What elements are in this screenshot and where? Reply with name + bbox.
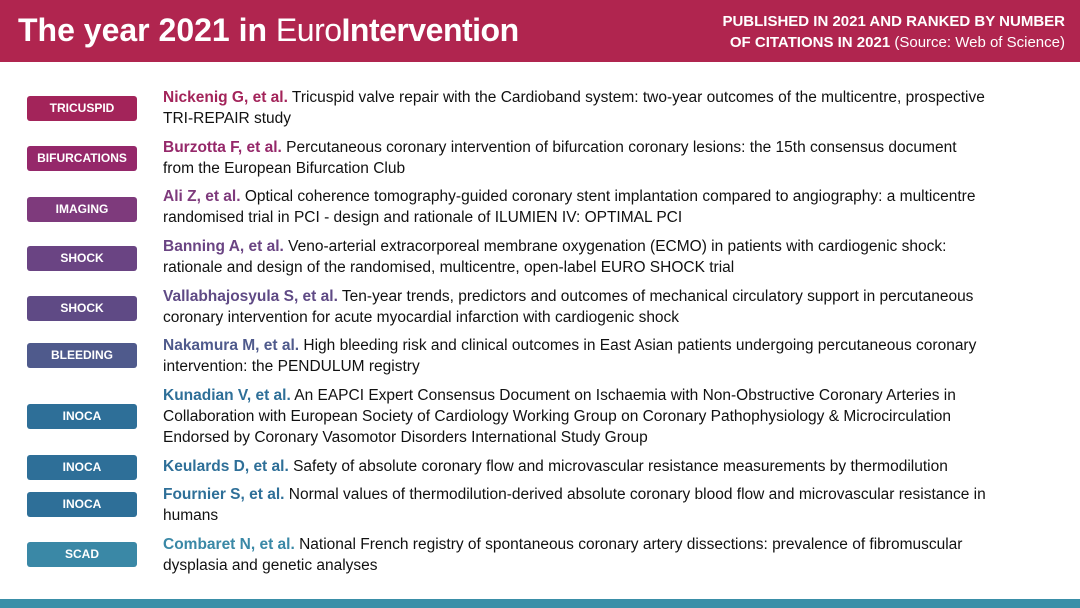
citation-title: Safety of absolute coronary flow and microvascular resistance measurements by thermodilution [288, 458, 948, 475]
citation-title: Normal values of thermodilution-derived absolute coronary blood flow and microvascular resistance in [284, 486, 986, 503]
category-tag: SCAD [27, 542, 137, 567]
citation-title-cont: from the European Bifurcation Club [163, 160, 406, 177]
citation-text [163, 385, 1053, 448]
header-subtitle [722, 11, 1065, 53]
citation-title: Tricuspid valve repair with the Cardioband system: two-year outcomes of the multicentre, prospective [287, 89, 985, 106]
citation-text [163, 236, 1053, 278]
citation-title: Optical coherence tomography-guided coronary stent implantation compared to angiography: a multicentre [240, 188, 976, 205]
citation-authors: Banning A, et al. [163, 238, 284, 255]
category-tag: INOCA [27, 404, 137, 429]
citation-title: High bleeding risk and clinical outcomes in East Asian patients undergoing percutaneous coronary [299, 337, 977, 354]
citation-title-cont: coronary intervention for acute myocardial infarction with cardiogenic shock [163, 309, 680, 326]
category-tag: BLEEDING [27, 343, 137, 368]
citation-text [163, 335, 1053, 377]
citation-title-cont: TRI-REPAIR study [163, 110, 292, 127]
category-tag: INOCA [27, 492, 137, 517]
citation-authors: Kunadian V, et al. [163, 387, 291, 404]
brand-intervention: Intervention [341, 12, 519, 48]
citation-title: National French registry of spontaneous coronary artery dissections: prevalence of fibromuscular [294, 536, 963, 553]
citation-authors: Combaret N, et al. [163, 536, 295, 553]
page-title [18, 8, 519, 52]
brand-euro: Euro [275, 12, 342, 48]
citation-authors: Nickenig G, et al. [163, 89, 288, 106]
citation-title: Ten-year trends, predictors and outcomes of mechanical circulatory support in percutaneous [337, 288, 974, 305]
citation-text [163, 87, 1053, 129]
category-tag: IMAGING [27, 197, 137, 222]
citation-title-cont: dysplasia and genetic analyses [163, 557, 378, 574]
subtitle-line-1: PUBLISHED IN 2021 AND RANKED BY NUMBER [722, 13, 1065, 30]
category-tag: SHOCK [27, 296, 137, 321]
citation-title-cont: Collaboration with European Society of Cardiology Working Group on Coronary Pathophysiology & Microcirculation [163, 408, 952, 425]
citation-text [163, 186, 1053, 228]
citation-authors: Ali Z, et al. [163, 188, 241, 205]
citation-title-cont: intervention: the PENDULUM registry [163, 358, 420, 375]
citation-text [163, 286, 1053, 328]
subtitle-line-2-source: (Source: Web of Science) [890, 34, 1065, 51]
category-tag: SHOCK [27, 246, 137, 271]
citation-title-cont: randomised trial in PCI - design and rationale of ILUMIEN IV: OPTIMAL PCI [163, 209, 683, 226]
citation-authors: Keulards D, et al. [163, 458, 289, 475]
category-tag: BIFURCATIONS [27, 146, 137, 171]
citation-title-cont: rationale and design of the randomised, multicentre, open-label EURO SHOCK trial [163, 259, 735, 276]
citation-authors: Vallabhajosyula S, et al. [163, 288, 338, 305]
citation-authors: Fournier S, et al. [163, 486, 285, 503]
title-text: The year 2021 in [18, 12, 276, 48]
category-tag: INOCA [27, 455, 137, 480]
citation-text [163, 137, 1053, 179]
citation-authors: Burzotta F, et al. [163, 139, 282, 156]
citation-text [163, 534, 1053, 576]
citation-title: Veno-arterial extracorporeal membrane oxygenation (ECMO) in patients with cardiogenic shock: [283, 238, 947, 255]
subtitle-line-2-bold: OF CITATIONS IN 2021 [729, 34, 891, 51]
citation-authors: Nakamura M, et al. [163, 337, 300, 354]
category-tag: TRICUSPID [27, 96, 137, 121]
citation-text [163, 484, 1053, 526]
citation-title: An EAPCI Expert Consensus Document on Ischaemia with Non-Obstructive Coronary Arteries in [290, 387, 956, 404]
header-banner [0, 0, 1080, 62]
citation-title-cont: humans [163, 507, 219, 524]
footer-bar [0, 599, 1080, 608]
citation-title: Percutaneous coronary intervention of bifurcation coronary lesions: the 15th consensus document [281, 139, 957, 156]
citation-text [163, 456, 1053, 477]
citation-title-cont-2: Endorsed by Coronary Vasomotor Disorders International Study Group [163, 429, 648, 446]
subtitle-line-2 [722, 32, 1065, 53]
